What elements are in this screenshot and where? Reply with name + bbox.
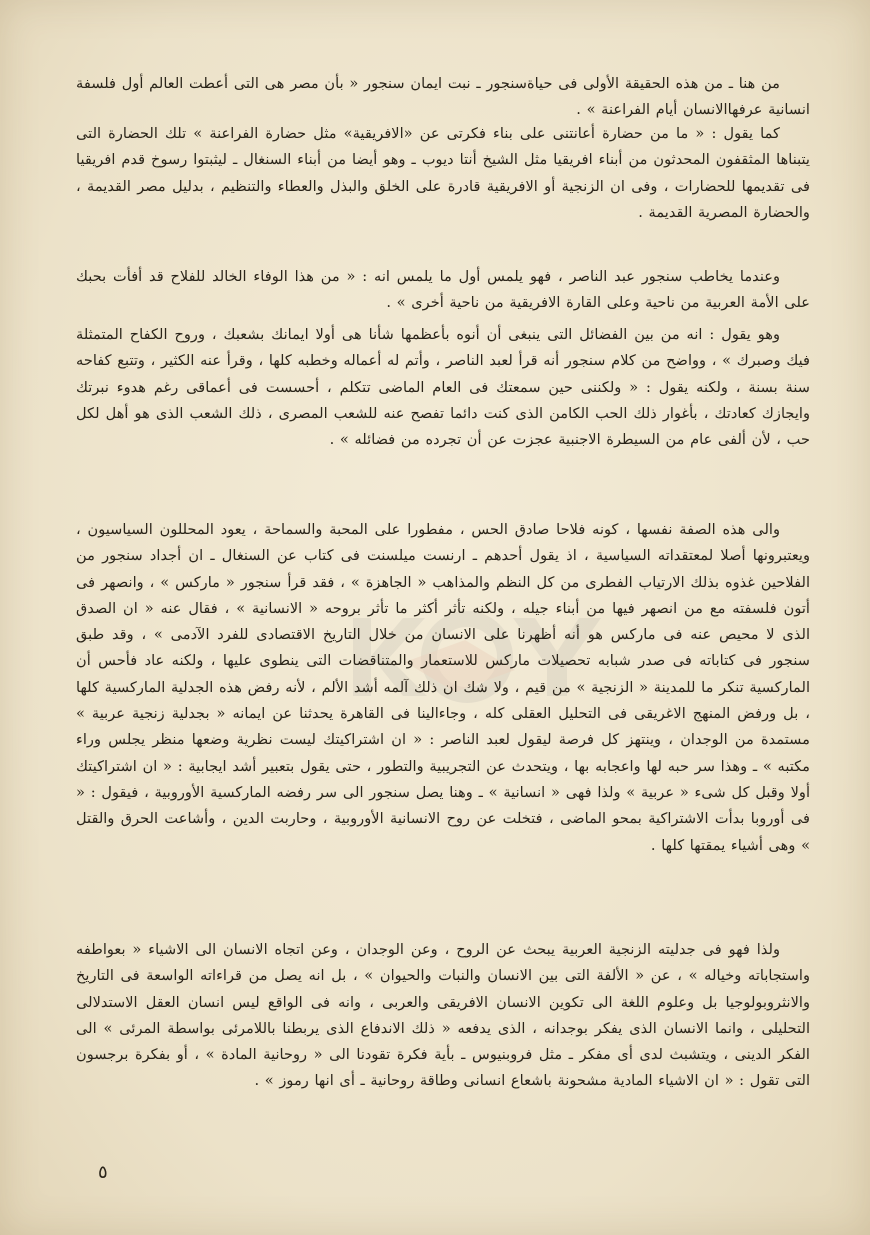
paragraph-2 <box>76 121 810 226</box>
paragraph-text: وهو يقول : انه من بين الفضائل التى ينبغى أن أنوه بأعظمها شأنا هى أولا ايمانك بشعبك ، وروح الكفاح المتمثلة فيك وصبرك » ، وواضح من كلام سنجور أنه قرأ لعبد الناصر ، وأتم له أعماله وخطبه كلها ، وقرأ عنه الكثير ، وتتبع كفاحه سنة بسنة ، ولكنه يقول : « ولكننى حين سمعتك فى العام الماضى تتكلم ، أحسست فى أعماقى رغم هدوء نبرتك وايجازك كعادتك ، بأغوار ذلك الحب الكامن الذى كنت دائما تفصح عنه للشعب المصرى ، ذلك الشعب الذى هو أهل لكل حب ، لأن ألفى عام من السيطرة الاجنبية عجزت عن أن تجرده من فضائله » . <box>76 326 810 449</box>
paragraph-text: ولذا فهو فى جدليته الزنجية العربية يبحث عن الروح ، وعن الوجدان ، وعن اتجاه الانسان الى الاشياء « بعواطفه واستجاباته وخياله » ، عن « الألفة التى بين الانسان والنبات والحيوان » ، بل انه يصل من قراءاته الواسعة فى التاريخ والانثروبولوجيا بل وعلوم اللغة الى تكوين الانسان الافريقى والعربى ، وانه فى الواقع ليس انسان العقل الاستدلالى التحليلى ، وانما الانسان الذى يفكر بوجدانه ، الذى يدفعه « ذلك الاندفاع الذى يربطنا باللامرئى بواسطة المرئى » الى الفكر الدينى ، ويتشبث لدى أى مفكر ـ مثل فروبنيوس ـ بأية فكرة تقودنا الى « روحانية المادة » ، أو بفكرة برجسون التى تقول : « ان الاشياء المادية مشحونة باشعاع انسانى وطاقة روحانية ـ أى انها رموز » . <box>76 941 810 1090</box>
paragraph-text: من هنا ـ من هذه الحقيقة الأولى فى حياةسنجور ـ نبت ايمان سنجور « بأن مصر هى التى أعطت العالم أول فلسفة انسانية عرفهاالانسان أيام الفراعنة » . <box>76 75 810 119</box>
paragraph-text: كما يقول : « ما من حضارة أعانتنى على بناء فكرتى عن «الافريقية» مثل حضارة الفراعنة » تلك الحضارة التى يتبناها المثقفون المحدثون من أبناء افريقيا مثل الشيخ أنتا ديوب ـ وهو أيضا من أبناء السنغال ـ ليثبتوا رسوخ قدم افريقيا فى تقديمها للحضارات ، وفى ان الزنجية أو الافريقية قادرة على الخلق والبذل والعطاء والتنظيم ، بدليل مصر القديمة ، والحضارة المصرية القديمة . <box>76 125 810 221</box>
paragraph-text: والى هذه الصفة نفسها ، كونه فلاحا صادق الحس ، مفطورا على المحبة والسماحة ، يعود المحللون السياسيون ، ويعتبرونها أصلا لمعتقداته السياسية ، اذ يقول أحدهم ـ ارنست ميلسنت فى كتاب عن السنغال ـ ان أجداد سنجور من الفلاحين غذوه بذلك الارتياب الفطرى من كل النظم والمذاهب « الجاهزة » ، فقد قرأ سنجور « ماركس » ، وانصهر فى أتون فلسفته مع من انصهر فيها من أبناء جيله ، ولكنه تأثر أكثر ما تأثر بروحه « الانسانية » ، فقال عنه « ان الصدق الذى لا محيص عنه فى ماركس هو أنه أظهرنا على الانسان من خلال التاريخ الاقتصادى للفرد الآدمى » ، وقد طبق سنجور فى كتاباته فى صدر شبابه تحصيلات ماركس للاستعمار والمتناقضات التى ينطوى عليها ، ولكنه عاد فأحس أن الماركسية تنكر ما للمدينة « الزنجية » من قيم ، ولا شك ان ذلك آلمه أشد الألم ، لأنه رفض هذه الجدلية الماركسية كلها ، بل ورفض المنهج الاغريقى فى التحليل العقلى كله ، وجاءالينا فى القاهرة يحدثنا عن ايمانه « بجدلية زنجية عربية » مستمدة من الوجدان ، وينتهز كل فرصة ليقول لعبد الناصر : « ان اشتراكيتك ليست نظرية وضعها منظر يجلس وراء مكتبه » ـ وهذا سر حبه لها واعجابه بها ، ويتحدث عن التجريبية والتطور ، حتى يقول بتعبير أشد ايجابية : « ان اشتراكيتك أولا وقبل كل شىء « عربية » ولذا فهى « انسانية » ـ وهنا يصل سنجور الى سر رفضه الماركسية الأوروبية ، فيقول : « فى أوروبا بدأت الاشتراكية بمحو الماضى ، فتخلت عن روح الانسانية الأوروبية ، وحاربت الدين ، وأشاعت الحرق والقتل » وهى أشياء يمقتها كلها . <box>76 521 810 854</box>
paragraph-1 <box>76 71 810 124</box>
page-number: ٥ <box>98 1162 108 1183</box>
paragraph-3 <box>76 264 810 317</box>
paragraph-4 <box>76 322 810 453</box>
paragraph-text: وعندما يخاطب سنجور عبد الناصر ، فهو يلمس أول ما يلمس انه : « من هذا الوفاء الخالد للفلاح قد أفأت بحبك على الأمة العربية من ناحية وعلى القارة الافريقية من ناحية أخرى » . <box>76 268 810 312</box>
paragraph-5 <box>76 517 810 859</box>
paragraph-6 <box>76 937 810 1095</box>
